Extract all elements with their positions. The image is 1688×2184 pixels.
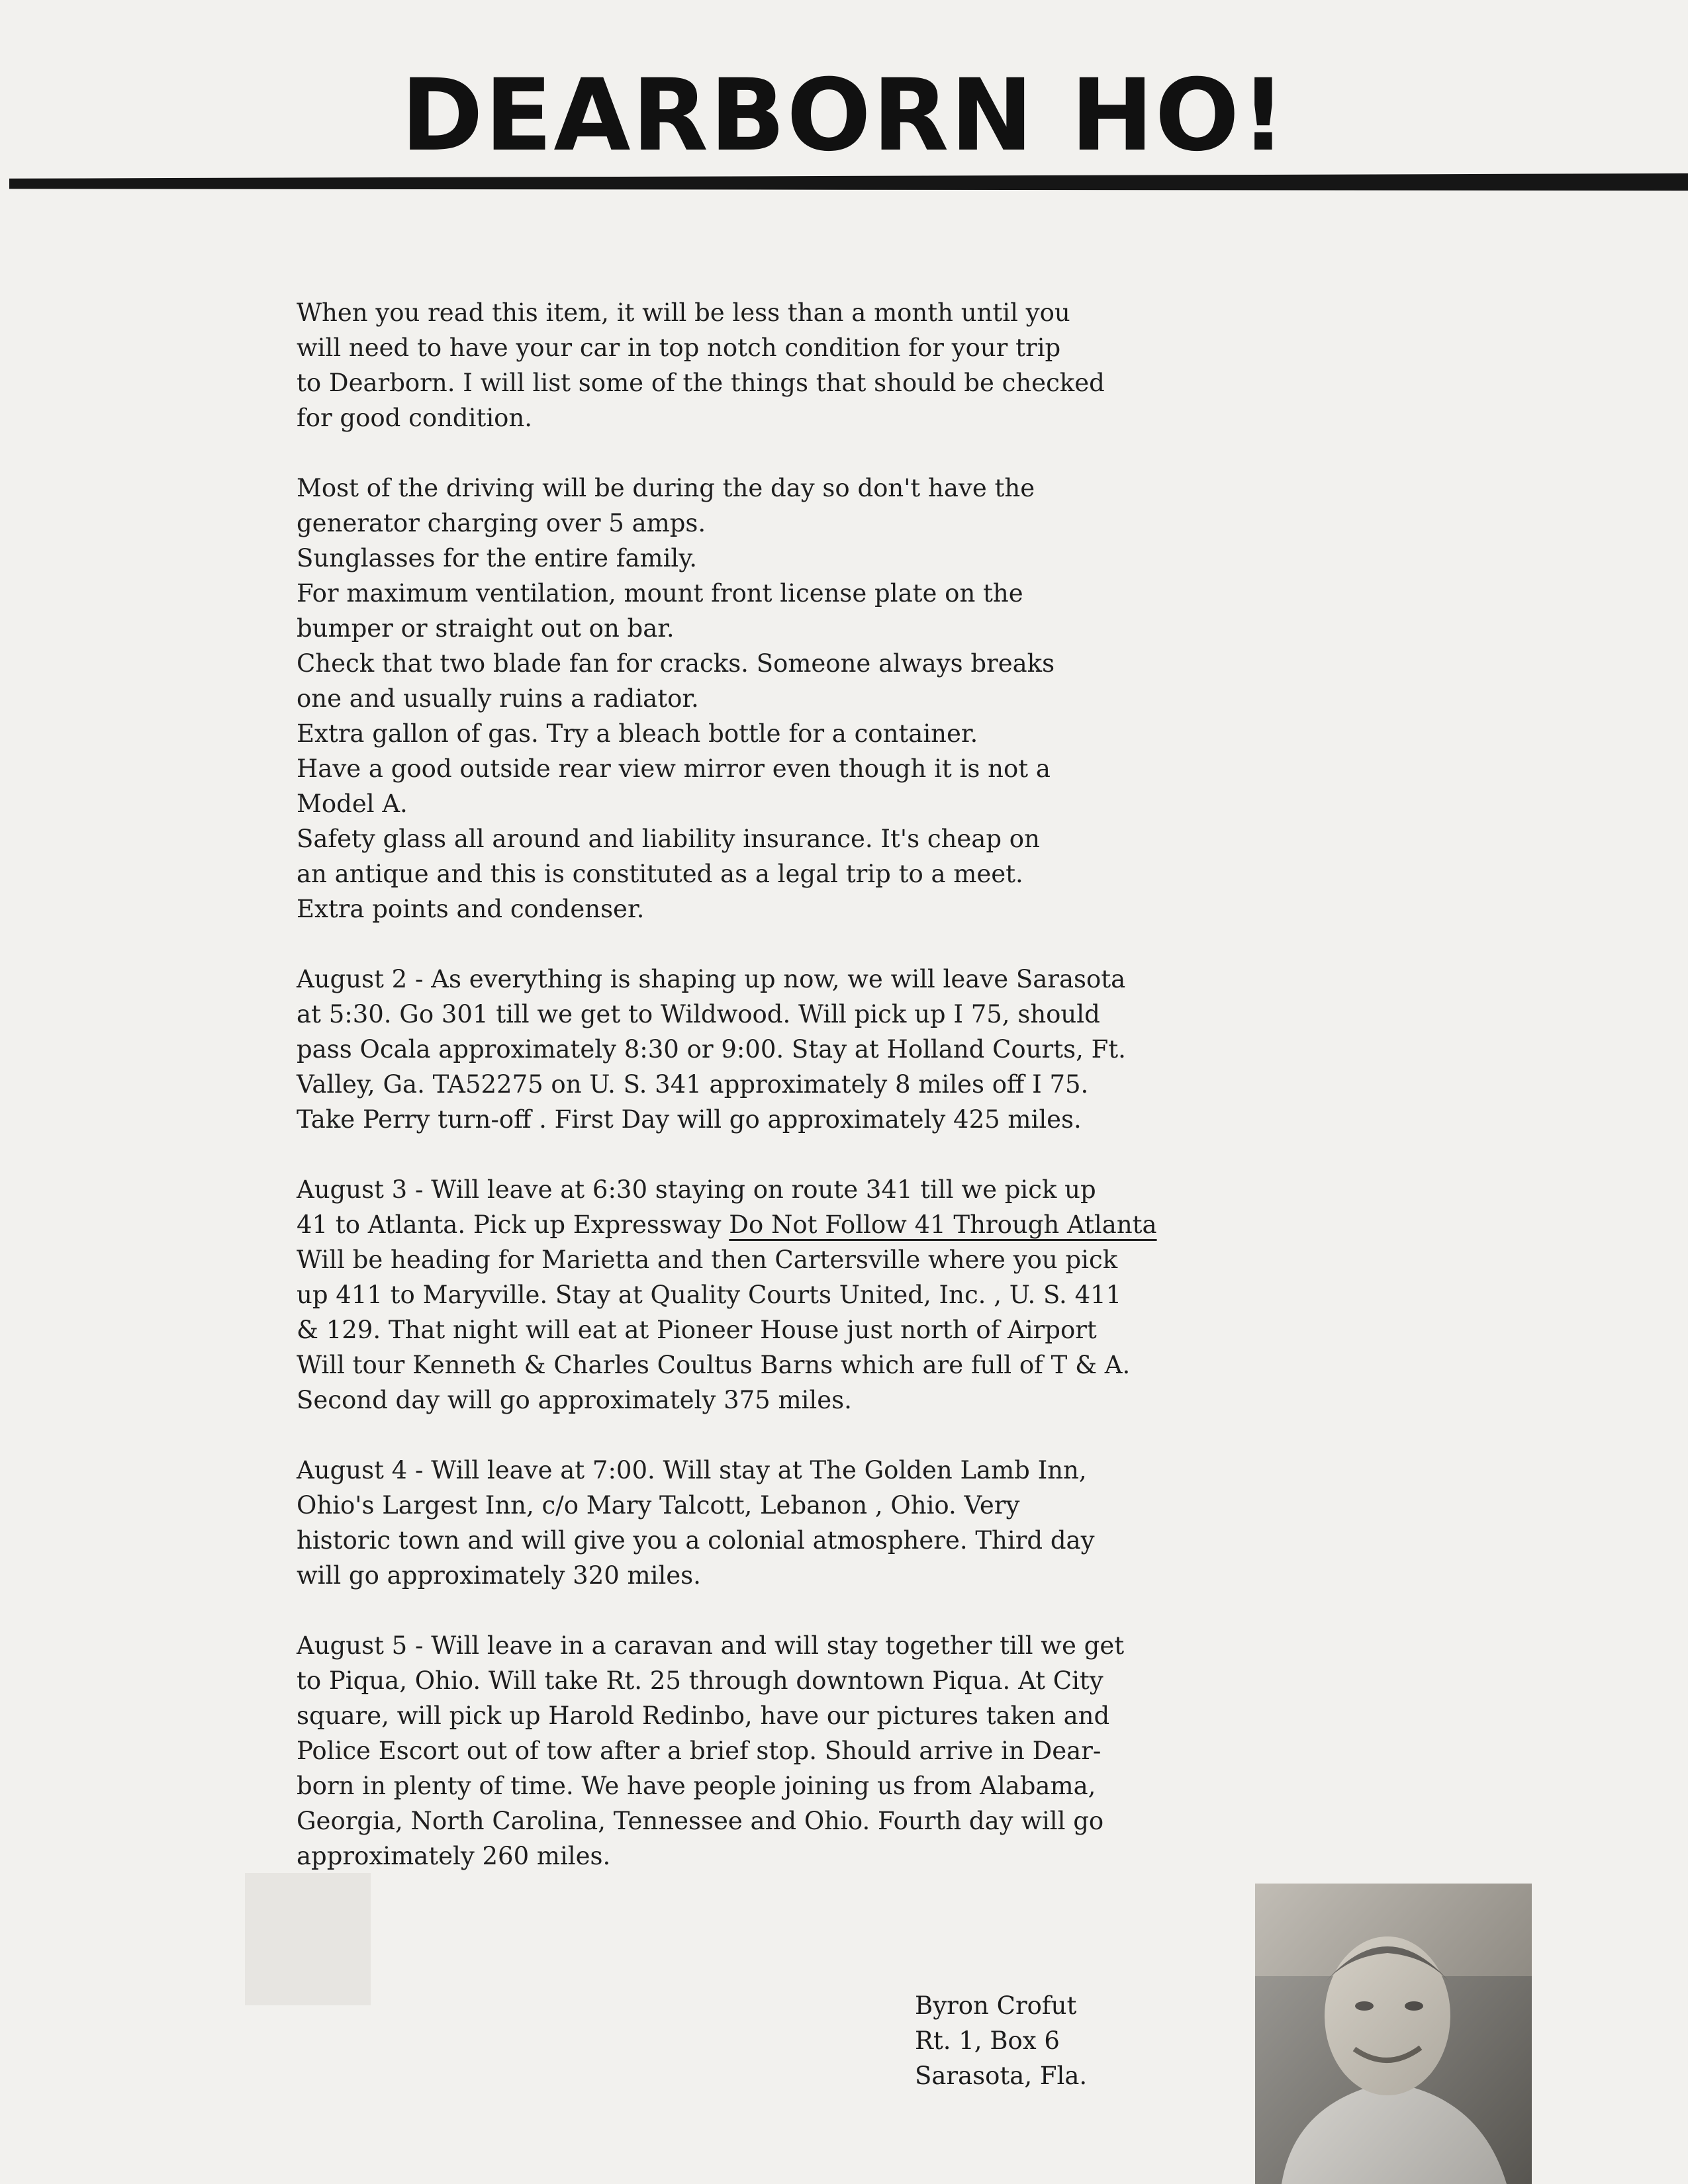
august-4-line: Ohio's Largest Inn, c/o Mary Talcott, Lebanon , Ohio. Very [297, 1491, 1020, 1520]
intro-line: to Dearborn. I will list some of the things that should be checked [297, 369, 1105, 397]
august-3-line [297, 1207, 1435, 1242]
signature-name: Byron Crofut [915, 1991, 1077, 2020]
august-5-paragraph [297, 1628, 1435, 1874]
ghost-bleed-through [245, 1873, 371, 2005]
intro-line: When you read this item, it will be less than a month until you [297, 298, 1070, 327]
august-2-line: at 5:30. Go 301 till we get to Wildwood. Will pick up I 75, should [297, 1000, 1100, 1028]
article-body [297, 295, 1435, 1909]
signature-address: Rt. 1, Box 6 [915, 2026, 1060, 2055]
checklist-line: Model A. [297, 790, 408, 818]
checklist-line: Have a good outside rear view mirror even though it is not a [297, 754, 1051, 783]
august-5-line: Police Escort out of tow after a brief stop. Should arrive in Dear- [297, 1737, 1102, 1765]
page-title: DEARBORN HO! [400, 58, 1288, 173]
august-3-line: Will be heading for Marietta and then Cartersville where you pick [297, 1246, 1118, 1274]
underlined-warning: Do Not Follow 41 Through Atlanta [729, 1210, 1157, 1239]
august-2-paragraph [297, 962, 1435, 1137]
intro-line: for good condition. [297, 404, 533, 432]
checklist-line: bumper or straight out on bar. [297, 614, 675, 643]
checklist-line: Extra points and condenser. [297, 895, 645, 923]
author-photo [1255, 1884, 1532, 2184]
checklist-paragraph [297, 471, 1435, 927]
intro-paragraph [297, 295, 1435, 435]
august-2-line: pass Ocala approximately 8:30 or 9:00. Stay at Holland Courts, Ft. [297, 1035, 1126, 1064]
checklist-line: For maximum ventilation, mount front license plate on the [297, 579, 1023, 608]
august-3-line: Will tour Kenneth & Charles Coultus Barns which are full of T & A. [297, 1351, 1131, 1379]
august-4-line: historic town and will give you a colonial atmosphere. Third day [297, 1526, 1095, 1555]
checklist-line: an antique and this is constituted as a legal trip to a meet. [297, 860, 1023, 888]
august-5-line: to Piqua, Ohio. Will take Rt. 25 through downtown Piqua. At City [297, 1666, 1103, 1695]
august-2-line: Valley, Ga. TA52275 on U. S. 341 approximately 8 miles off I 75. [297, 1070, 1089, 1099]
checklist-line: Sunglasses for the entire family. [297, 544, 698, 572]
checklist-line: generator charging over 5 amps. [297, 509, 706, 537]
august-4-paragraph [297, 1453, 1435, 1593]
checklist-line: Safety glass all around and liability insurance. It's cheap on [297, 825, 1040, 853]
title-rule [9, 173, 1688, 191]
august-3-line: Second day will go approximately 375 miles. [297, 1386, 852, 1414]
august-5-line: born in plenty of time. We have people joining us from Alabama, [297, 1772, 1096, 1800]
signature-city: Sarasota, Fla. [915, 2062, 1088, 2090]
august-2-line: August 2 - As everything is shaping up now, we will leave Sarasota [297, 965, 1126, 993]
august-4-line: August 4 - Will leave at 7:00. Will stay at The Golden Lamb Inn, [297, 1456, 1087, 1484]
portrait-icon [1255, 1884, 1532, 2184]
august-3-paragraph [297, 1172, 1435, 1418]
checklist-line: Most of the driving will be during the day so don't have the [297, 474, 1035, 502]
intro-line: will need to have your car in top notch condition for your trip [297, 334, 1061, 362]
checklist-line: Extra gallon of gas. Try a bleach bottle for a container. [297, 719, 978, 748]
august-5-line: Georgia, North Carolina, Tennessee and Ohio. Fourth day will go [297, 1807, 1104, 1835]
august-2-line: Take Perry turn-off . First Day will go approximately 425 miles. [297, 1105, 1082, 1134]
signature-block [915, 1988, 1233, 2093]
august-3-line-text: 41 to Atlanta. Pick up Expressway [297, 1210, 729, 1239]
august-3-line: & 129. That night will eat at Pioneer House just north of Airport [297, 1316, 1097, 1344]
august-5-line: square, will pick up Harold Redinbo, have our pictures taken and [297, 1702, 1110, 1730]
checklist-line: one and usually ruins a radiator. [297, 684, 699, 713]
august-5-line: approximately 260 miles. [297, 1842, 611, 1870]
august-4-line: will go approximately 320 miles. [297, 1561, 701, 1590]
august-3-line: up 411 to Maryville. Stay at Quality Courts United, Inc. , U. S. 411 [297, 1281, 1122, 1309]
august-5-line: August 5 - Will leave in a caravan and will stay together till we get [297, 1631, 1125, 1660]
checklist-line: Check that two blade fan for cracks. Someone always breaks [297, 649, 1055, 678]
august-3-line: August 3 - Will leave at 6:30 staying on route 341 till we pick up [297, 1175, 1096, 1204]
